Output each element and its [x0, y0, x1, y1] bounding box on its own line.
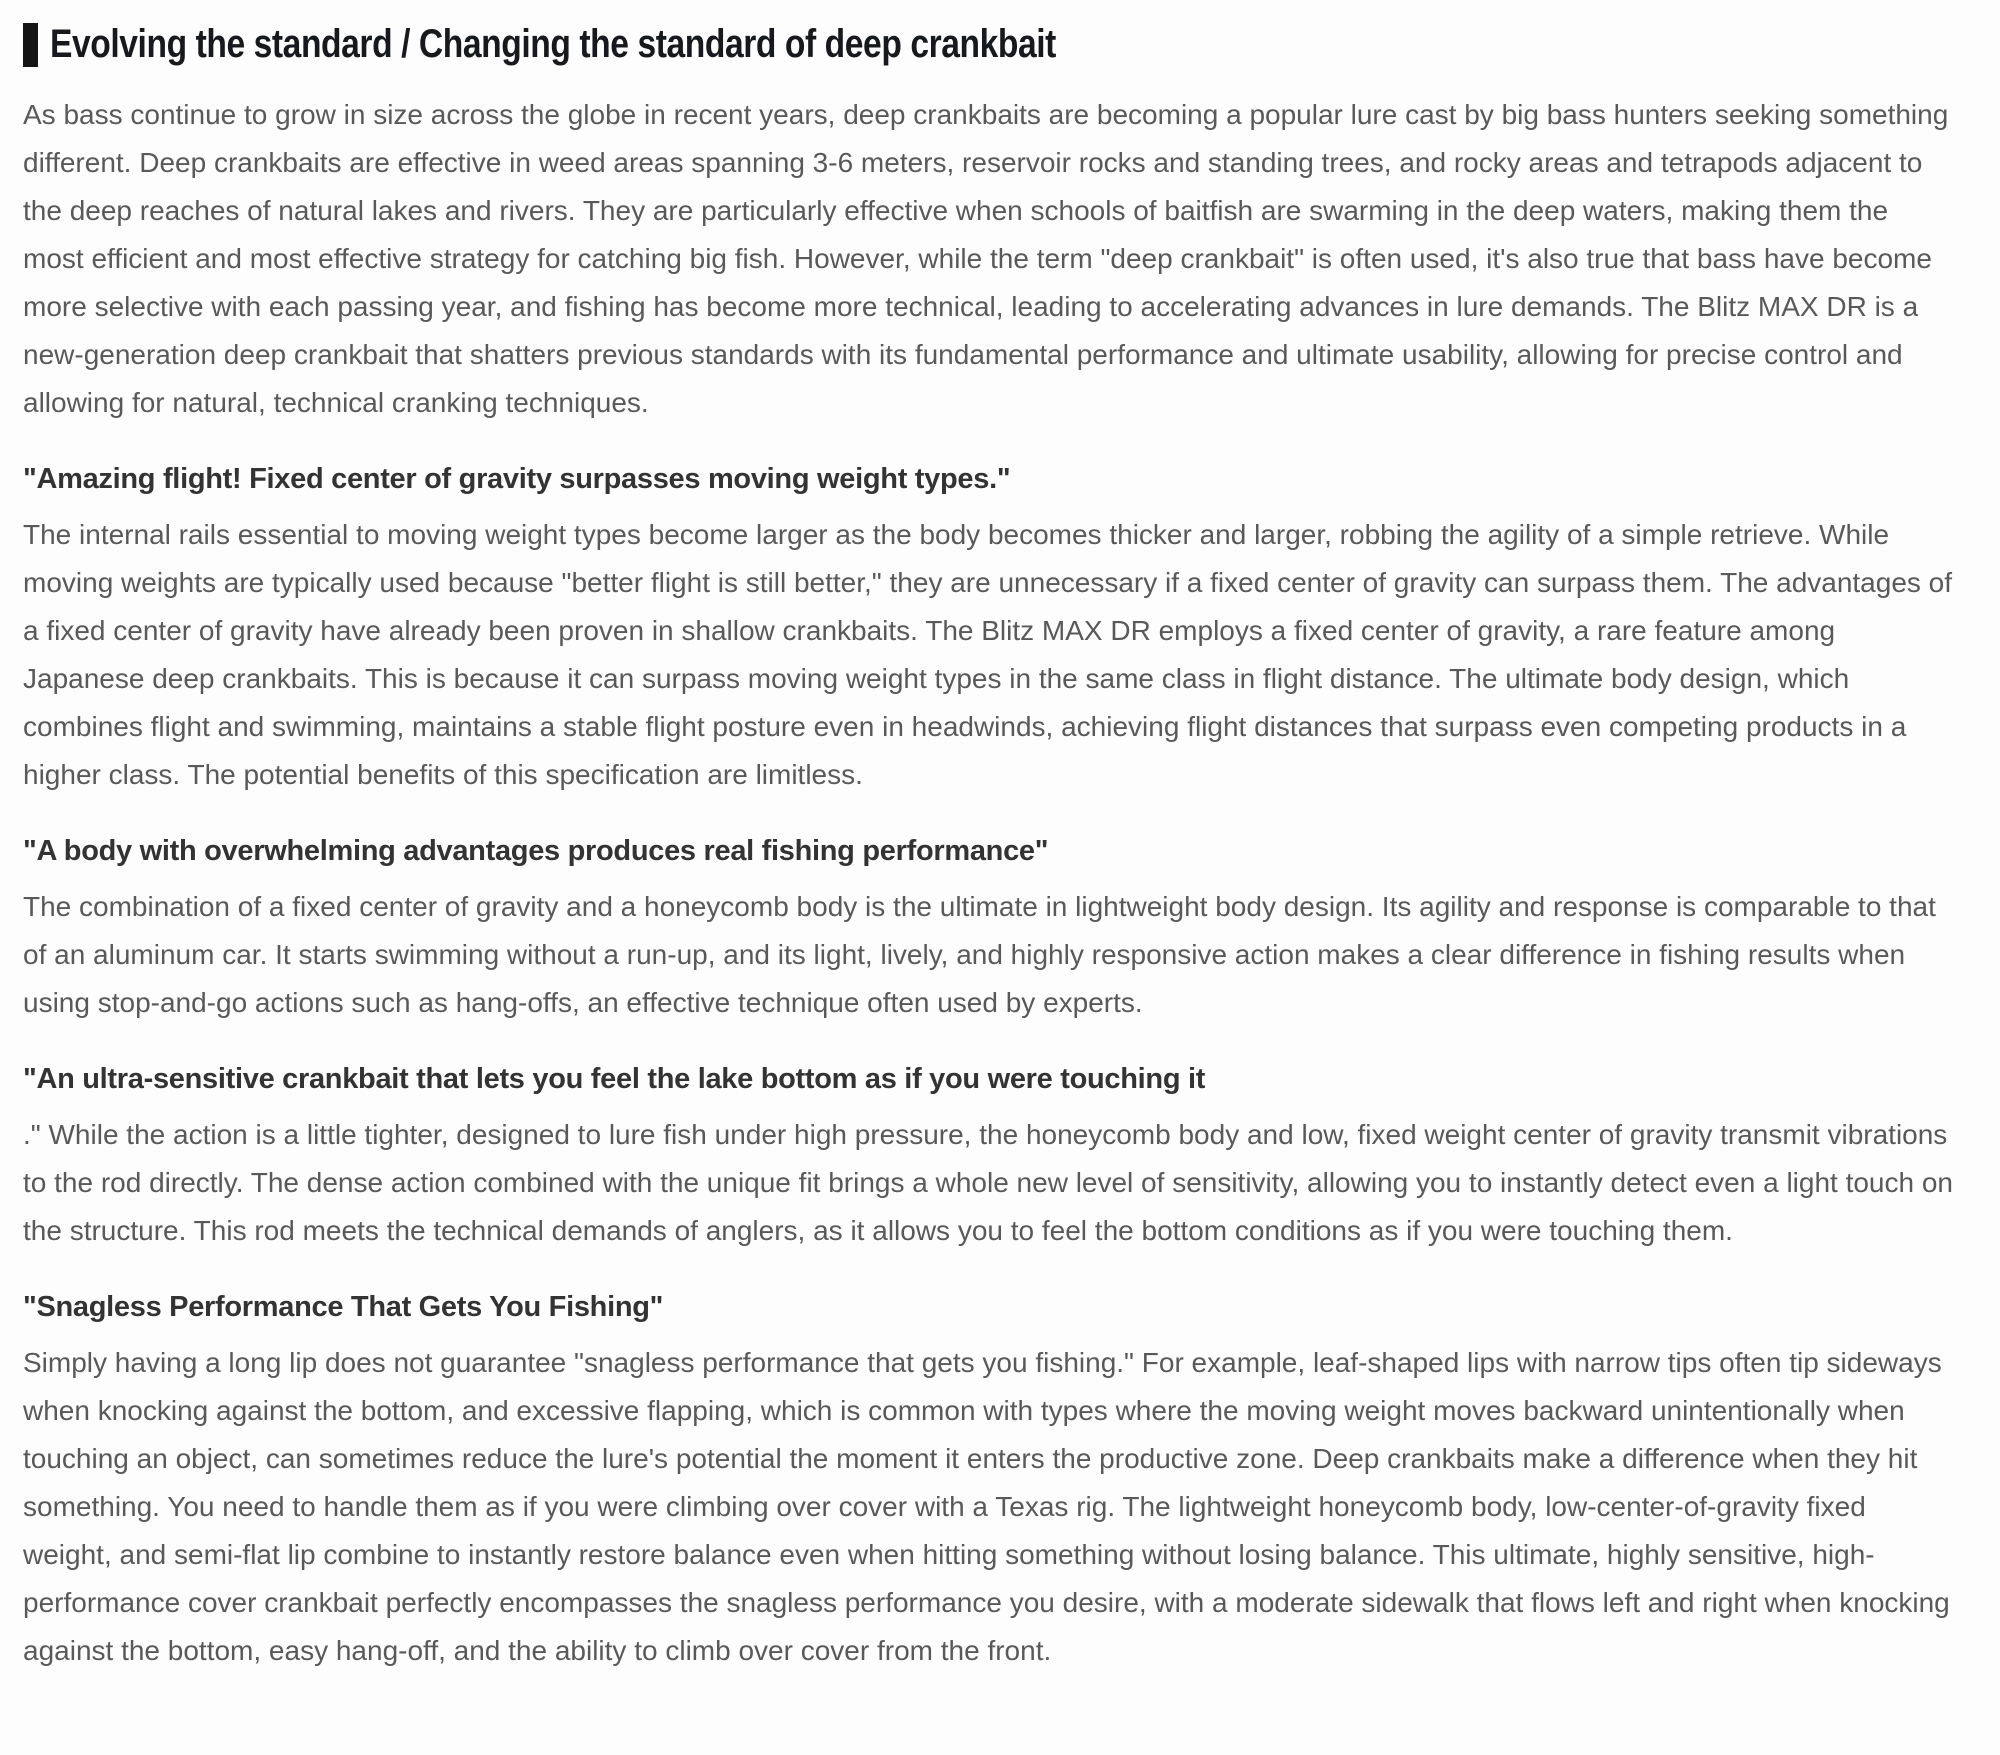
section-heading: "An ultra-sensitive crankbait that lets you feel the lake bottom as if you were touching it — [23, 1063, 1206, 1095]
section-heading: "A body with overwhelming advantages produces real fishing performance" — [23, 835, 1049, 867]
section-ultra-sensitive — [23, 1057, 1954, 1255]
section-heading: "Snagless Performance That Gets You Fishing" — [23, 1291, 664, 1323]
section-paragraph: The internal rails essential to moving weight types become larger as the body becomes thicker and larger, robbing the agility of a simple retrieve. While moving weights are typically used because "better flight is still better," they are unnecessary if a fixed center of gravity can surpass them. The advantages of a fixed center of gravity have already been proven in shallow crankbaits. The Blitz MAX DR employs a fixed center of gravity, a rare feature among Japanese deep crankbaits. This is because it can surpass moving weight types in the same class in flight distance. The ultimate body design, which combines flight and swimming, maintains a stable flight posture even in headwinds, achieving flight distances that surpass even competing products in a higher class. The potential benefits of this specification are limitless. — [23, 519, 1953, 790]
title-accent-bar — [23, 23, 38, 67]
section-paragraph: The combination of a fixed center of gravity and a honeycomb body is the ultimate in lightweight body design. Its agility and response is comparable to that of an aluminum car. It starts swimming without a run-up, and its light, lively, and highly responsive action makes a clear difference in fishing results when using stop-and-go actions such as hang-offs, an effective technique often used by experts. — [23, 891, 1936, 1018]
section-paragraph: Simply having a long lip does not guarantee "snagless performance that gets you fishing." For example, leaf-shaped lips with narrow tips often tip sideways when knocking against the bottom, and excessive flapping, which is common with types where the moving weight moves backward unintentionally when touching an object, can sometimes reduce the lure's potential the moment it enters the productive zone. Deep crankbaits make a difference when they hit something. You need to handle them as if you were climbing over cover with a Texas rig. The lightweight honeycomb body, low-center-of-gravity fixed weight, and semi-flat lip combine to instantly restore balance even when hitting something without losing balance. This ultimate, highly sensitive, high-performance cover crankbait perfectly encompasses the snagless performance you desire, with a moderate sidewalk that flows left and right when knocking against the bottom, easy hang-off, and the ability to climb over cover from the front. — [23, 1347, 1950, 1666]
page-title-row — [23, 22, 1954, 67]
section-amazing-flight — [23, 457, 1954, 799]
section-heading: "Amazing flight! Fixed center of gravity surpasses moving weight types." — [23, 463, 1011, 495]
section-snagless-performance — [23, 1285, 1954, 1675]
section-paragraph: ." While the action is a little tighter, designed to lure fish under high pressure, the honeycomb body and low, fixed weight center of gravity transmit vibrations to the rod directly. The dense action combined with the unique fit brings a whole new level of sensitivity, allowing you to instantly detect even a light touch on the structure. This rod meets the technical demands of anglers, as it allows you to feel the bottom conditions as if you were touching them. — [23, 1119, 1954, 1246]
intro-paragraph: As bass continue to grow in size across the globe in recent years, deep crankbaits are becoming a popular lure cast by big bass hunters seeking something different. Deep crankbaits are effective in weed areas spanning 3-6 meters, reservoir rocks and standing trees, and rocky areas and tetrapods adjacent to the deep reaches of natural lakes and rivers. They are particularly effective when schools of baitfish are swarming in the deep waters, making them the most efficient and most effective strategy for catching big fish. However, while the term "deep crankbait" is often used, it's also true that bass have become more selective with each passing year, and fishing has become more technical, leading to accelerating advances in lure demands. The Blitz MAX DR is a new-generation deep crankbait that shatters previous standards with its fundamental performance and ultimate usability, allowing for precise control and allowing for natural, technical cranking techniques. — [23, 99, 1949, 418]
section-intro — [23, 91, 1954, 427]
page-title: Evolving the standard / Changing the standard of deep crankbait — [50, 22, 1056, 66]
section-body-advantages — [23, 829, 1954, 1027]
